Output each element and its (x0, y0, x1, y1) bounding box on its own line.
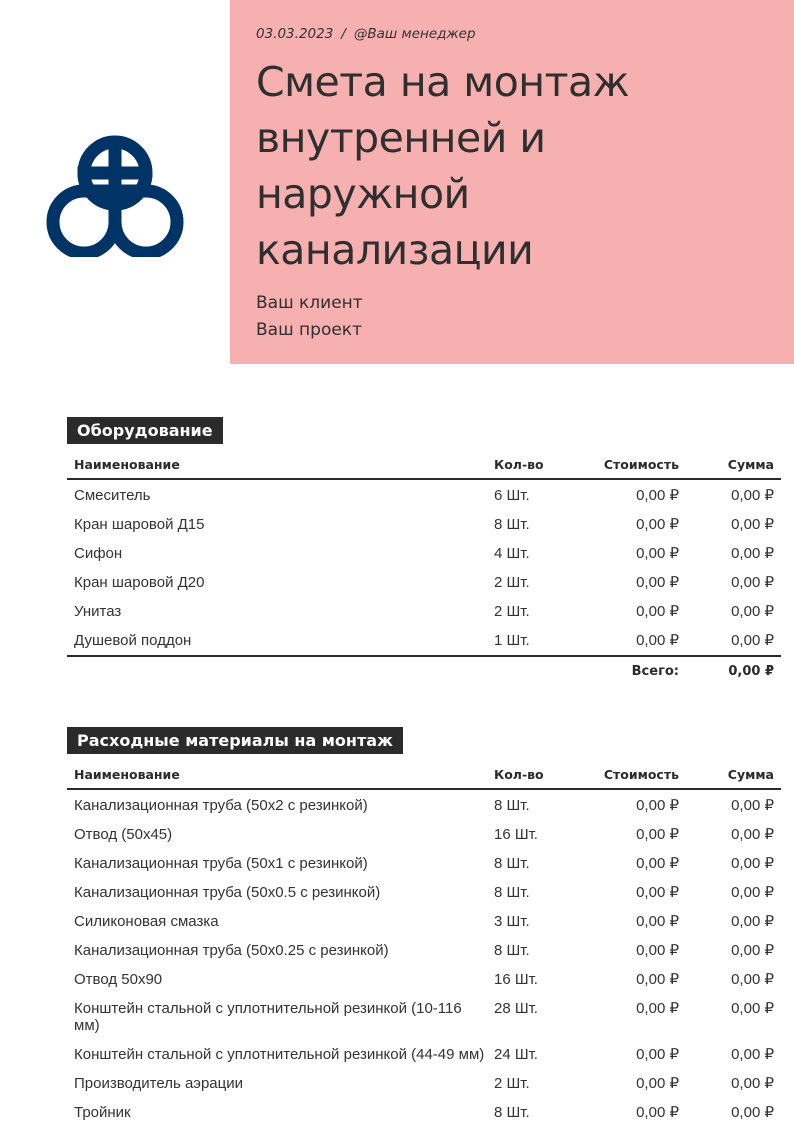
total-label: Всего: (579, 656, 679, 689)
item-name: Канализационная труба (50х1 с резинкой) (74, 855, 368, 872)
total-value: 0,00 ₽ (679, 656, 781, 689)
item-cost: 0,00 ₽ (636, 913, 679, 930)
item-cost: 0,00 ₽ (636, 632, 679, 649)
column-header-qty: Кол-во (494, 760, 579, 789)
item-cost: 0,00 ₽ (636, 545, 679, 562)
column-header-qty: Кол-во (494, 450, 579, 479)
item-cost: 0,00 ₽ (636, 855, 679, 872)
item-name: Силиконовая смазка (74, 913, 219, 930)
meta-separator: / (341, 26, 346, 42)
table-row (67, 789, 781, 820)
total-row (67, 656, 781, 689)
column-header-name: Наименование (67, 450, 494, 479)
item-qty: 16 Шт. (494, 826, 538, 843)
item-name: Душевой поддон (74, 632, 192, 649)
item-qty: 1 Шт. (494, 632, 530, 649)
item-cost: 0,00 ₽ (636, 971, 679, 988)
table-row (67, 479, 781, 510)
item-cost: 0,00 ₽ (636, 1000, 679, 1017)
client-project (256, 290, 774, 344)
item-cost: 0,00 ₽ (636, 942, 679, 959)
item-cost: 0,00 ₽ (636, 516, 679, 533)
item-name: Тройник (74, 1104, 131, 1121)
table-row (67, 1069, 781, 1098)
section-title: Оборудование (67, 417, 223, 444)
item-sum: 0,00 ₽ (731, 516, 774, 533)
item-cost: 0,00 ₽ (636, 797, 679, 814)
item-sum: 0,00 ₽ (731, 1104, 774, 1121)
item-sum: 0,00 ₽ (731, 913, 774, 930)
item-sum: 0,00 ₽ (731, 1075, 774, 1092)
clover-logo-icon (40, 107, 190, 257)
item-cost: 0,00 ₽ (636, 1075, 679, 1092)
table-row (67, 1040, 781, 1069)
item-cost: 0,00 ₽ (636, 1104, 679, 1121)
item-name: Канализационная труба (50х2 с резинкой) (74, 797, 368, 814)
header-meta (256, 26, 774, 42)
column-header-sum: Сумма (679, 760, 781, 789)
item-cost: 0,00 ₽ (636, 603, 679, 620)
item-name: Кран шаровой Д20 (74, 574, 205, 591)
item-qty: 16 Шт. (494, 971, 538, 988)
item-name: Производитель аэрации (74, 1075, 243, 1092)
client-name: Ваш клиент (256, 293, 363, 313)
item-cost: 0,00 ₽ (636, 826, 679, 843)
item-cost: 0,00 ₽ (636, 487, 679, 504)
section-title: Расходные материалы на монтаж (67, 727, 403, 754)
table-row (67, 597, 781, 626)
item-sum: 0,00 ₽ (731, 826, 774, 843)
item-sum: 0,00 ₽ (731, 942, 774, 959)
item-name: Канализационная труба (50х0.5 с резинкой) (74, 884, 381, 901)
document-title (256, 54, 774, 278)
item-qty: 28 Шт. (494, 1000, 538, 1017)
item-qty: 2 Шт. (494, 603, 530, 620)
materials-rows (67, 789, 781, 1127)
item-sum: 0,00 ₽ (731, 1000, 774, 1017)
item-sum: 0,00 ₽ (731, 632, 774, 649)
table-row (67, 626, 781, 656)
total-spacer (494, 656, 579, 689)
item-qty: 8 Шт. (494, 516, 530, 533)
item-qty: 6 Шт. (494, 487, 530, 504)
item-name: Сифон (74, 545, 123, 562)
item-qty: 8 Шт. (494, 797, 530, 814)
column-header-name: Наименование (67, 760, 494, 789)
item-cost: 0,00 ₽ (636, 884, 679, 901)
item-qty: 8 Шт. (494, 884, 530, 901)
table-row (67, 510, 781, 539)
table-row (67, 539, 781, 568)
title-line: наружной (256, 170, 470, 218)
item-sum: 0,00 ₽ (731, 545, 774, 562)
item-name: Отвод 50х90 (74, 971, 163, 988)
table-row (67, 965, 781, 994)
table-row (67, 907, 781, 936)
item-sum: 0,00 ₽ (731, 971, 774, 988)
item-qty: 3 Шт. (494, 913, 530, 930)
equipment-rows (67, 479, 781, 656)
project-name: Ваш проект (256, 320, 362, 340)
item-sum: 0,00 ₽ (731, 797, 774, 814)
item-sum: 0,00 ₽ (731, 603, 774, 620)
column-header-sum: Сумма (679, 450, 781, 479)
item-qty: 8 Шт. (494, 942, 530, 959)
table-row (67, 820, 781, 849)
item-qty: 8 Шт. (494, 1104, 530, 1121)
materials-table (67, 760, 781, 1127)
header-panel (230, 0, 794, 364)
column-header-cost: Стоимость (579, 450, 679, 479)
item-qty: 8 Шт. (494, 855, 530, 872)
item-name: Унитаз (74, 603, 122, 620)
table-row (67, 936, 781, 965)
materials-section (67, 727, 774, 1127)
item-qty: 4 Шт. (494, 545, 530, 562)
table-row (67, 994, 781, 1040)
table-row (67, 878, 781, 907)
item-sum: 0,00 ₽ (731, 574, 774, 591)
item-sum: 0,00 ₽ (731, 855, 774, 872)
item-cost: 0,00 ₽ (636, 574, 679, 591)
title-line: внутренней и (256, 114, 546, 162)
item-name: Отвод (50х45) (74, 826, 173, 843)
item-sum: 0,00 ₽ (731, 1046, 774, 1063)
table-header-row (67, 760, 781, 789)
item-qty: 24 Шт. (494, 1046, 538, 1063)
item-qty: 2 Шт. (494, 574, 530, 591)
item-sum: 0,00 ₽ (731, 487, 774, 504)
equipment-section (67, 417, 774, 689)
table-header-row (67, 450, 781, 479)
table-row (67, 849, 781, 878)
item-qty: 2 Шт. (494, 1075, 530, 1092)
estimate-date: 03.03.2023 (256, 26, 334, 42)
total-spacer (67, 656, 494, 689)
item-name: Конштейн стальной с уплотнительной резинкой (10-116 мм) (74, 1000, 462, 1034)
item-cost: 0,00 ₽ (636, 1046, 679, 1063)
title-line: канализации (256, 226, 534, 274)
equipment-table (67, 450, 781, 689)
column-header-cost: Стоимость (579, 760, 679, 789)
table-row (67, 568, 781, 597)
item-sum: 0,00 ₽ (731, 884, 774, 901)
manager-name: @Ваш менеджер (353, 26, 476, 42)
item-name: Кран шаровой Д15 (74, 516, 205, 533)
item-name: Канализационная труба (50х0.25 с резинкой) (74, 942, 389, 959)
title-line: Смета на монтаж (256, 58, 630, 106)
item-name: Конштейн стальной с уплотнительной резинкой (44-49 мм) (74, 1046, 485, 1063)
item-name: Смеситель (74, 487, 151, 504)
